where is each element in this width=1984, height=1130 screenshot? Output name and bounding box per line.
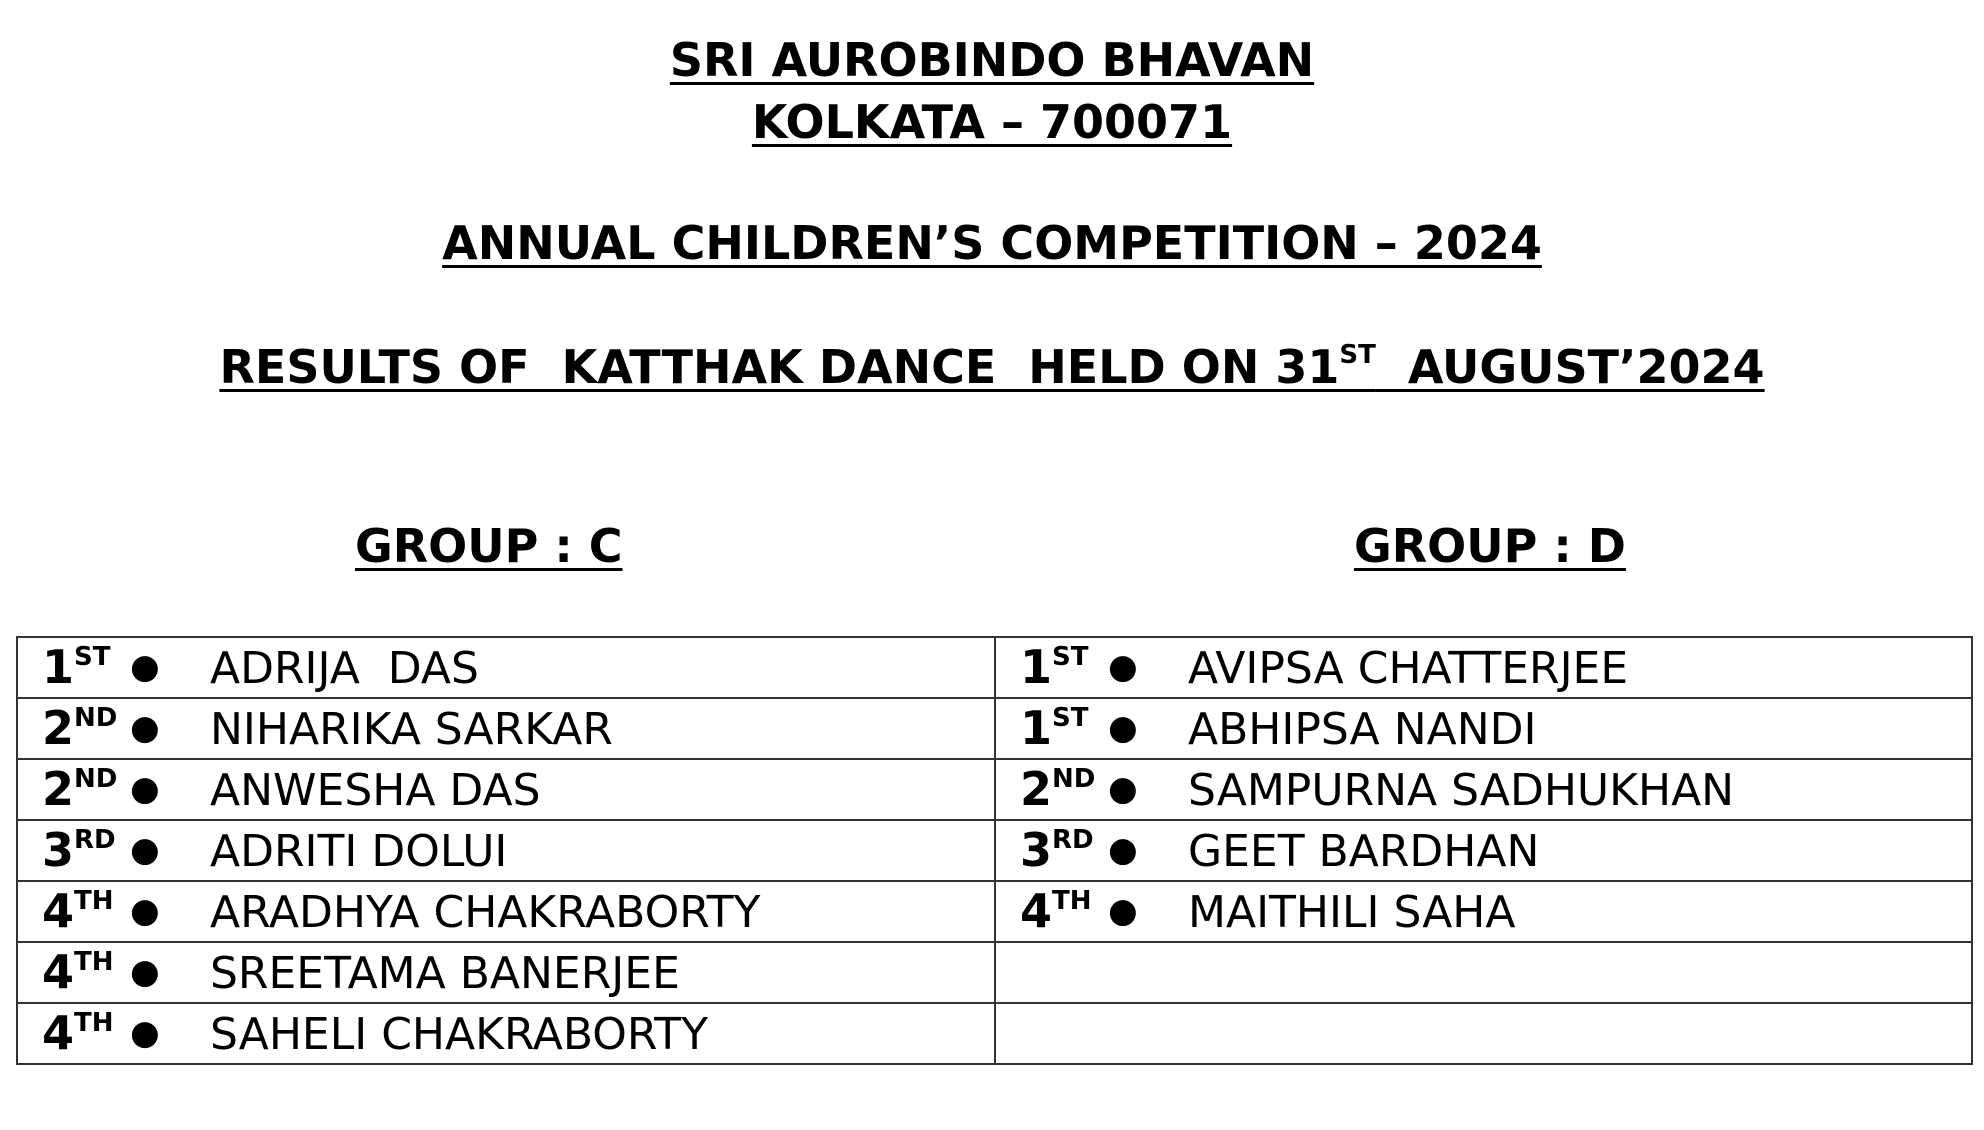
table-row xyxy=(17,698,1972,759)
rank-number: 2 xyxy=(42,701,75,755)
participant-name: ABHIPSA NANDI xyxy=(1188,704,1537,755)
table-row xyxy=(17,759,1972,820)
group-d-empty-cell xyxy=(995,942,1972,1003)
bullet-icon: ● xyxy=(130,830,160,870)
rank xyxy=(42,699,117,759)
bullet-icon: ● xyxy=(1108,647,1138,687)
rank xyxy=(1020,699,1088,759)
participant-name: SAHELI CHAKRABORTY xyxy=(210,1009,709,1060)
results-heading-suffix: AUGUST’2024 xyxy=(1375,340,1765,394)
group-c-cell xyxy=(17,942,995,1003)
rank-number: 3 xyxy=(42,823,75,877)
rank-number: 4 xyxy=(42,884,75,938)
group-c-cell xyxy=(17,759,995,820)
participant-name: ADRITI DOLUI xyxy=(210,826,508,877)
group-c-cell xyxy=(17,698,995,759)
bullet-icon: ● xyxy=(130,708,160,748)
rank-number: 4 xyxy=(42,1006,75,1060)
table-row xyxy=(17,637,1972,698)
table-row xyxy=(17,881,1972,942)
participant-name: SREETAMA BANERJEE xyxy=(210,948,680,999)
bullet-icon: ● xyxy=(1108,891,1138,931)
rank-suffix: ND xyxy=(74,703,118,733)
bullet-icon: ● xyxy=(130,1013,160,1053)
event-title xyxy=(0,215,1984,271)
participant-name: ANWESHA DAS xyxy=(210,765,541,816)
participant-name: NIHARIKA SARKAR xyxy=(210,704,613,755)
group-c-title: GROUP : C xyxy=(355,519,623,573)
results-heading-ordinal: ST xyxy=(1339,340,1376,370)
table-row xyxy=(17,1003,1972,1064)
table-row xyxy=(17,942,1972,1003)
group-c-cell xyxy=(17,637,995,698)
bullet-icon: ● xyxy=(130,769,160,809)
rank xyxy=(1020,760,1095,820)
rank-suffix: RD xyxy=(74,825,116,855)
rank-suffix: ST xyxy=(74,642,111,672)
rank xyxy=(42,1004,114,1064)
participant-name: ARADHYA CHAKRABORTY xyxy=(210,887,761,938)
group-c-heading xyxy=(355,518,623,574)
group-c-cell xyxy=(17,881,995,942)
bullet-icon: ● xyxy=(130,647,160,687)
bullet-icon: ● xyxy=(1108,830,1138,870)
rank xyxy=(42,638,110,698)
results-heading xyxy=(0,339,1984,403)
rank-suffix: ND xyxy=(74,764,118,794)
org-title-text: SRI AUROBINDO BHAVAN xyxy=(669,33,1315,87)
results-heading-prefix: RESULTS OF KATTHAK DANCE HELD ON 31 xyxy=(219,340,1340,394)
rank xyxy=(1020,638,1088,698)
participant-name: GEET BARDHAN xyxy=(1188,826,1540,877)
rank-number: 1 xyxy=(1020,640,1053,694)
rank-number: 1 xyxy=(1020,701,1053,755)
group-c-cell xyxy=(17,820,995,881)
participant-name: MAITHILI SAHA xyxy=(1188,887,1516,938)
rank xyxy=(1020,821,1094,881)
rank xyxy=(42,760,117,820)
rank-number: 1 xyxy=(42,640,75,694)
bullet-icon: ● xyxy=(1108,708,1138,748)
group-d-cell xyxy=(995,820,1972,881)
rank-number: 2 xyxy=(1020,762,1053,816)
rank-number: 3 xyxy=(1020,823,1053,877)
rank-suffix: ST xyxy=(1052,642,1089,672)
rank-suffix: TH xyxy=(74,947,114,977)
results-table xyxy=(16,636,1973,1065)
group-d-cell xyxy=(995,637,1972,698)
rank-number: 4 xyxy=(1020,884,1053,938)
participant-name: ADRIJA DAS xyxy=(210,643,479,694)
group-d-empty-cell xyxy=(995,1003,1972,1064)
group-d-title: GROUP : D xyxy=(1354,519,1626,573)
bullet-icon: ● xyxy=(130,952,160,992)
rank-number: 4 xyxy=(42,945,75,999)
rank-suffix: ND xyxy=(1052,764,1096,794)
city-line xyxy=(0,94,1984,150)
rank-suffix: TH xyxy=(74,886,114,916)
results-heading-text xyxy=(219,340,1764,394)
bullet-icon: ● xyxy=(130,891,160,931)
event-title-text: ANNUAL CHILDREN’S COMPETITION – 2024 xyxy=(442,216,1542,270)
group-c-cell xyxy=(17,1003,995,1064)
group-d-cell xyxy=(995,759,1972,820)
participant-name: SAMPURNA SADHUKHAN xyxy=(1188,765,1735,816)
rank xyxy=(1020,882,1092,942)
bullet-icon: ● xyxy=(1108,769,1138,809)
city-line-text: KOLKATA – 700071 xyxy=(751,95,1233,149)
rank xyxy=(42,882,114,942)
org-title xyxy=(0,32,1984,88)
rank xyxy=(42,821,116,881)
rank-number: 2 xyxy=(42,762,75,816)
results-table-body xyxy=(17,637,1972,1064)
group-d-heading xyxy=(1354,518,1626,574)
participant-name: AVIPSA CHATTERJEE xyxy=(1188,643,1629,694)
rank-suffix: RD xyxy=(1052,825,1094,855)
table-row xyxy=(17,820,1972,881)
rank xyxy=(42,943,114,1003)
group-d-cell xyxy=(995,881,1972,942)
rank-suffix: TH xyxy=(1052,886,1092,916)
rank-suffix: ST xyxy=(1052,703,1089,733)
rank-suffix: TH xyxy=(74,1008,114,1038)
group-d-cell xyxy=(995,698,1972,759)
